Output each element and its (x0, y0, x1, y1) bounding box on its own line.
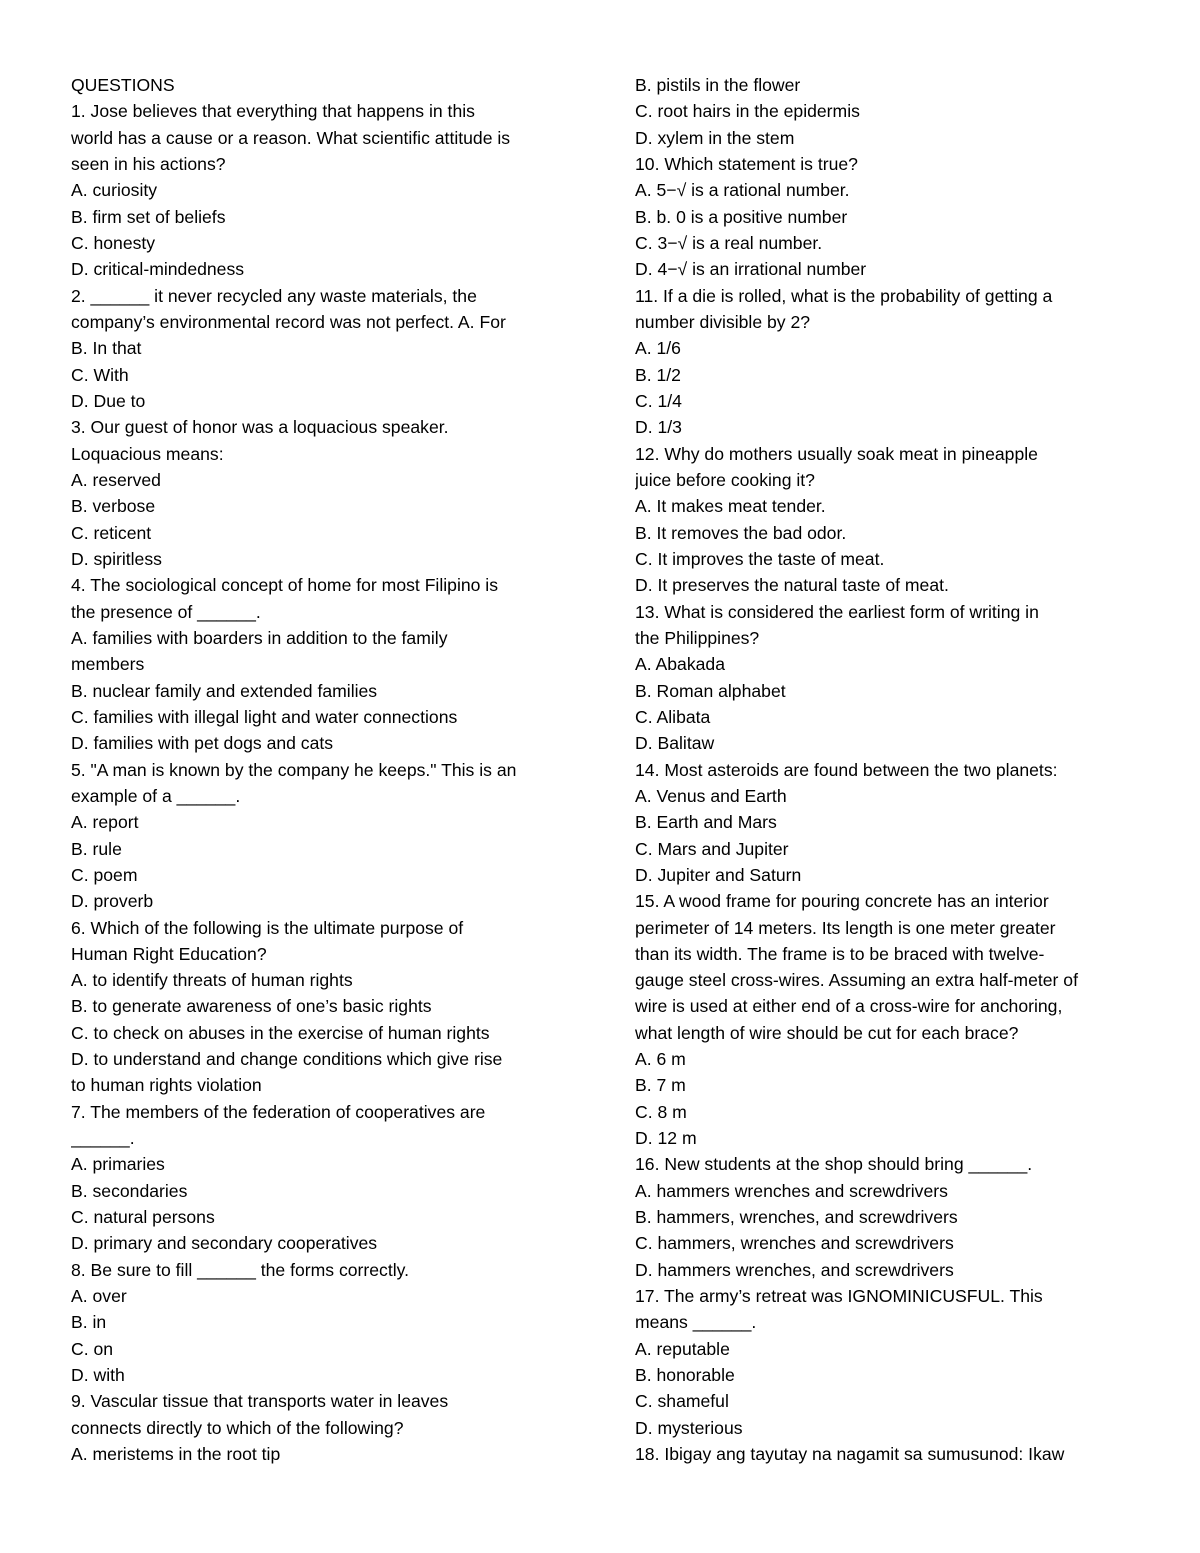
left-column-line: C. honesty (71, 232, 156, 253)
left-column-line: 6. Which of the following is the ultimate purpose of (71, 917, 464, 938)
right-column-line: what length of wire should be cut for each brace? (635, 1022, 1019, 1043)
left-column-line: 5. "A man is known by the company he keeps." This is an (71, 759, 517, 780)
right-column-line: A. Abakada (635, 654, 725, 675)
left-column-line: A. report (71, 812, 139, 833)
right-column-line: C. 3−√ is a real number. (635, 232, 823, 253)
left-column-line: C. to check on abuses in the exercise of human rights (71, 1022, 490, 1043)
left-column-line: the presence of ______. (71, 601, 261, 622)
left-column-line: B. nuclear family and extended families (71, 680, 378, 701)
right-column-line: D. xylem in the stem (635, 127, 795, 148)
left-column-line: D. to understand and change conditions which give rise (71, 1049, 503, 1070)
left-column-line: B. rule (71, 838, 122, 859)
left-column-line: D. families with pet dogs and cats (71, 733, 334, 754)
left-column-line: D. Due to (71, 390, 146, 411)
left-column-line: 9. Vascular tissue that transports water in leaves (71, 1391, 449, 1412)
left-column-line: B. in (71, 1312, 107, 1333)
left-column-line: A. curiosity (71, 180, 158, 201)
right-column-line: D. 4−√ is an irrational number (635, 259, 867, 280)
right-column-line: 15. A wood frame for pouring concrete has an interior (635, 891, 1049, 912)
left-column-line: members (71, 654, 145, 675)
right-column-line: B. b. 0 is a positive number (635, 206, 848, 227)
right-column-line: wire is used at either end of a cross-wire for anchoring, (635, 996, 1063, 1017)
right-column-line: means ______. (635, 1312, 757, 1333)
left-column-line: B. secondaries (71, 1180, 188, 1201)
left-column-line: A. over (71, 1286, 127, 1307)
right-column-line: 13. What is considered the earliest form of writing in (635, 601, 1039, 622)
left-column-line: B. firm set of beliefs (71, 206, 226, 227)
right-column-line: B. honorable (635, 1365, 735, 1386)
right-column-line: C. Alibata (635, 706, 711, 727)
right-column-line: gauge steel cross-wires. Assuming an extra half-meter of (635, 970, 1078, 991)
right-column-line: 10. Which statement is true? (635, 153, 858, 174)
left-column-line: C. natural persons (71, 1207, 215, 1228)
left-column-line: B. In that (71, 338, 142, 359)
right-column-line: A. 6 m (635, 1049, 686, 1070)
right-column-line: 12. Why do mothers usually soak meat in pineapple (635, 443, 1038, 464)
left-column-line: Loquacious means: (71, 443, 224, 464)
left-column-line: D. proverb (71, 891, 154, 912)
right-column-line: B. It removes the bad odor. (635, 522, 847, 543)
left-column-line: D. primary and secondary cooperatives (71, 1233, 378, 1254)
left-column-line: D. critical-mindedness (71, 259, 245, 280)
right-column-line: D. Jupiter and Saturn (635, 864, 802, 885)
right-column-line: D. mysterious (635, 1417, 743, 1438)
right-column-line: juice before cooking it? (635, 469, 815, 490)
left-column-line: world has a cause or a reason. What scientific attitude is (71, 127, 511, 148)
right-column-line: A. hammers wrenches and screwdrivers (635, 1180, 948, 1201)
left-column-line: connects directly to which of the following? (71, 1417, 404, 1438)
right-column-line: B. hammers, wrenches, and screwdrivers (635, 1207, 958, 1228)
left-column-line: QUESTIONS (71, 75, 175, 95)
right-column-line: D. 12 m (635, 1128, 697, 1149)
left-column-line: 7. The members of the federation of cooperatives are (71, 1101, 486, 1122)
right-column-line: perimeter of 14 meters. Its length is one meter greater (635, 917, 1056, 938)
left-column-line: 4. The sociological concept of home for most Filipino is (71, 575, 499, 596)
left-column-line: Human Right Education? (71, 943, 267, 964)
right-column-line: C. 8 m (635, 1101, 687, 1122)
right-column-line: D. Balitaw (635, 733, 715, 754)
left-column-line: D. spiritless (71, 548, 162, 569)
right-column-line: A. It makes meat tender. (635, 496, 826, 517)
left-column-line: B. to generate awareness of one’s basic rights (71, 996, 432, 1017)
right-column-line: D. hammers wrenches, and screwdrivers (635, 1259, 954, 1280)
right-column-line: 16. New students at the shop should bring ______. (635, 1154, 1033, 1175)
right-column-line: 17. The army’s retreat was IGNOMINICUSFUL. This (635, 1286, 1043, 1307)
left-column-line: A. families with boarders in addition to the family (71, 627, 448, 648)
right-column-line: B. 1/2 (635, 364, 681, 385)
right-column-line: B. Earth and Mars (635, 812, 777, 833)
left-column-line: A. primaries (71, 1154, 165, 1175)
left-column-line: 2. ______ it never recycled any waste materials, the (71, 285, 477, 306)
right-column-line: C. root hairs in the epidermis (635, 101, 860, 122)
right-column-line: C. shameful (635, 1391, 729, 1412)
left-column-line: C. poem (71, 864, 138, 885)
right-column-line: B. 7 m (635, 1075, 686, 1096)
right-column-line: C. Mars and Jupiter (635, 838, 789, 859)
right-column-line: B. pistils in the flower (635, 75, 801, 95)
right-column-line: than its width. The frame is to be braced with twelve- (635, 943, 1045, 964)
right-column-line: C. It improves the taste of meat. (635, 548, 885, 569)
right-column-line: D. It preserves the natural taste of meat. (635, 575, 949, 596)
right-column-line: A. Venus and Earth (635, 785, 787, 806)
left-column-line: C. families with illegal light and water connections (71, 706, 458, 727)
left-column-line: A. to identify threats of human rights (71, 970, 353, 991)
left-column-line: 8. Be sure to fill ______ the forms correctly. (71, 1259, 410, 1280)
left-column-line: C. on (71, 1338, 114, 1359)
right-column-line: A. 5−√ is a rational number. (635, 180, 850, 201)
left-column-line: B. verbose (71, 496, 156, 517)
right-column (635, 72, 1135, 1467)
right-column-line: 18. Ibigay ang tayutay na nagamit sa sumusunod: Ikaw (635, 1444, 1065, 1465)
right-column-line: 11. If a die is rolled, what is the probability of getting a (635, 285, 1053, 306)
left-column-line: seen in his actions? (71, 153, 226, 174)
right-column-line: A. 1/6 (635, 338, 681, 359)
right-column-line: D. 1/3 (635, 417, 682, 438)
right-column-line: number divisible by 2? (635, 311, 811, 332)
left-column-line: A. reserved (71, 469, 161, 490)
left-column-line: ______. (71, 1128, 135, 1149)
right-column-line: C. hammers, wrenches and screwdrivers (635, 1233, 954, 1254)
left-column-line: A. meristems in the root tip (71, 1444, 281, 1465)
left-column-line: C. reticent (71, 522, 152, 543)
left-column (71, 72, 571, 1467)
left-column-line: C. With (71, 364, 129, 385)
left-column-line: 1. Jose believes that everything that happens in this (71, 101, 475, 122)
right-column-line: C. 1/4 (635, 390, 682, 411)
left-column-line: D. with (71, 1365, 125, 1386)
right-column-line: 14. Most asteroids are found between the two planets: (635, 759, 1058, 780)
left-column-line: company’s environmental record was not perfect. A. For (71, 311, 506, 332)
left-column-line: example of a ______. (71, 785, 241, 806)
right-column-line: B. Roman alphabet (635, 680, 786, 701)
left-column-line: to human rights violation (71, 1075, 262, 1096)
right-column-line: the Philippines? (635, 627, 760, 648)
right-column-line: A. reputable (635, 1338, 730, 1359)
left-column-line: 3. Our guest of honor was a loquacious speaker. (71, 417, 449, 438)
